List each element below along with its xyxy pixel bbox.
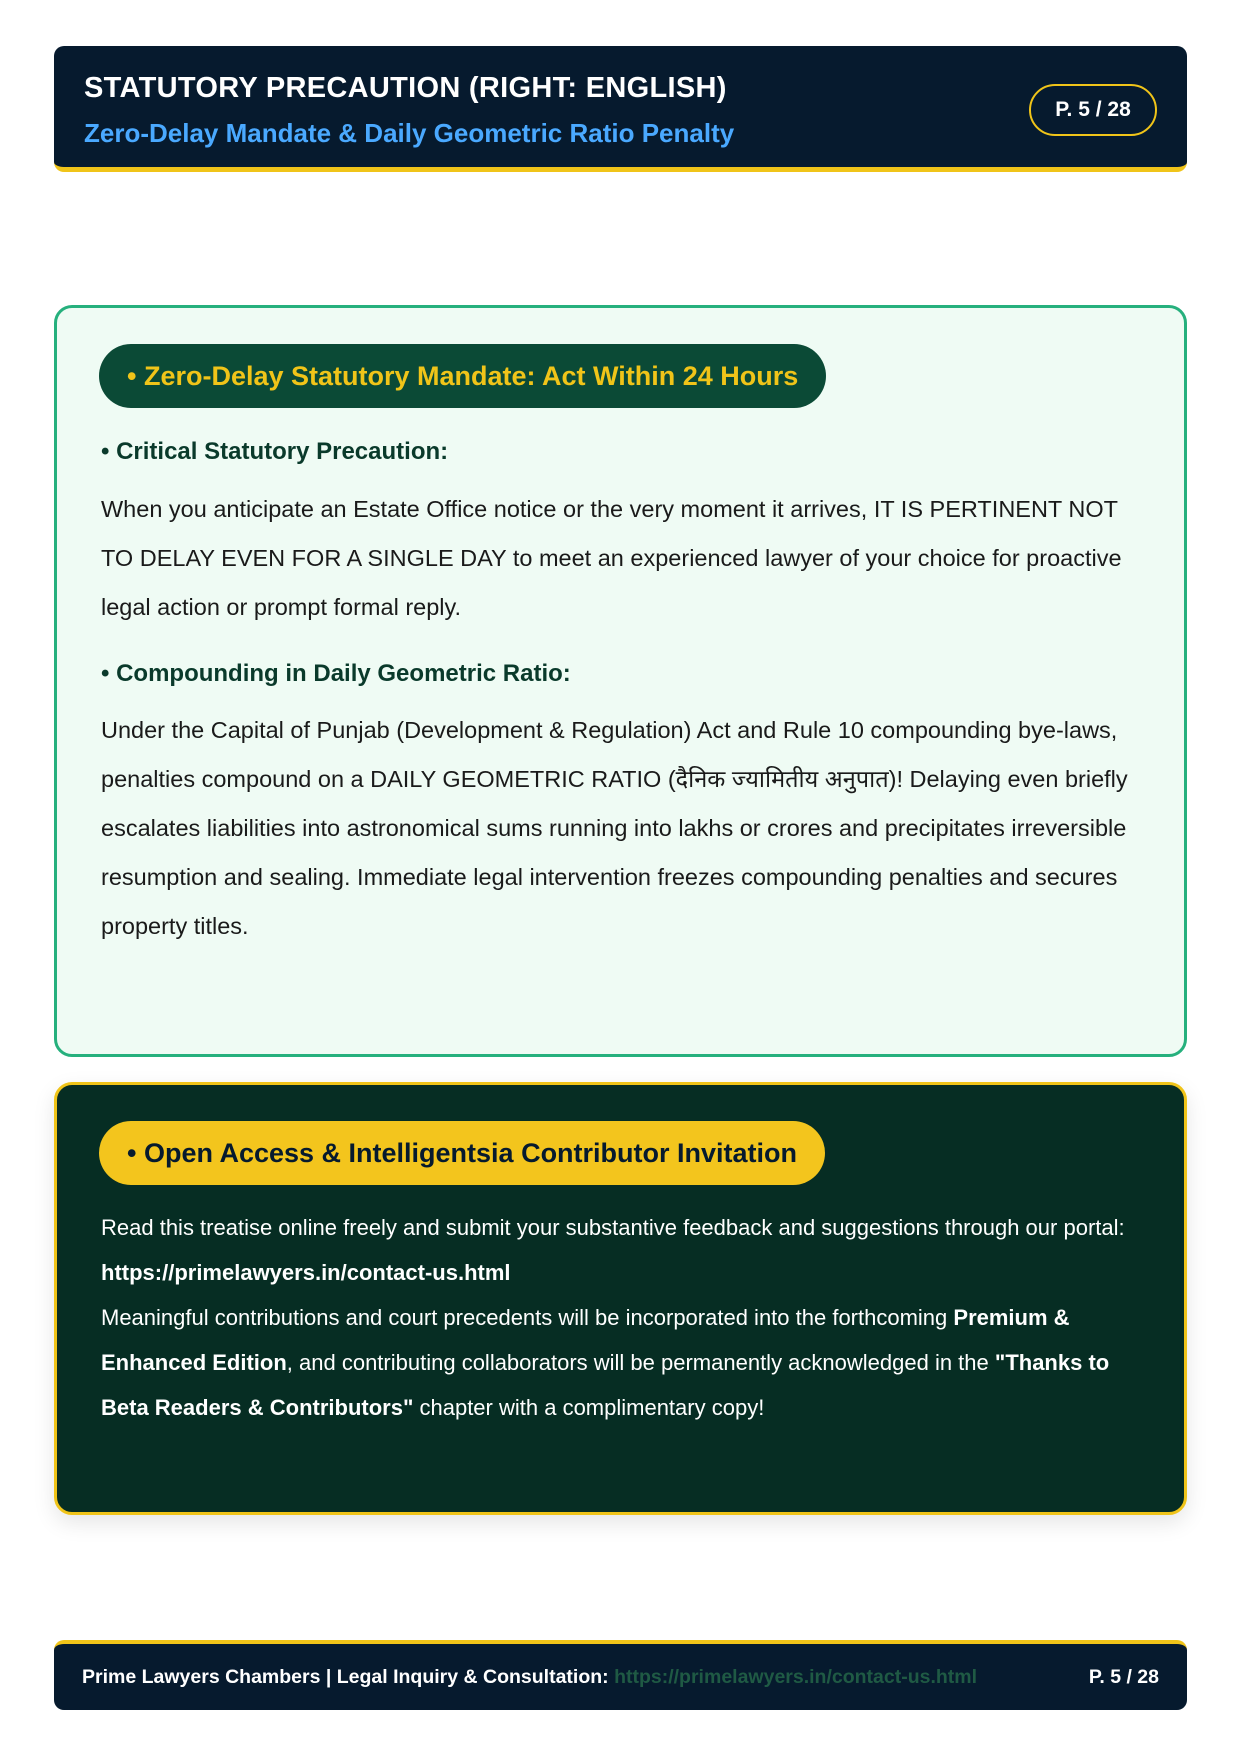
- footer-text: [82, 1644, 977, 1710]
- invite-pill-heading: • Open Access & Intelligentsia Contributor Invitation: [99, 1121, 825, 1185]
- geometric-ratio-paragraph: Under the Capital of Punjab (Development & Regulation) Act and Rule 10 compounding bye-laws, penalties compound on a DAILY GEOMETRIC RATIO (दैनिक ज्यामितीय अनुपात)! Delaying even briefly escalates liabilities into astronomical sums running into lakhs or crores and precipitates irreversible resumption and sealing. Immediate legal intervention freezes compounding penalties and secures property titles.: [101, 717, 1128, 939]
- invite-card: [54, 1082, 1187, 1515]
- footer-link[interactable]: https://primelawyers.in/contact-us.html: [614, 1666, 978, 1688]
- invite-text-3: , and contributing collaborators will be permanently acknowledged in the: [286, 1350, 995, 1375]
- invite-text-4: chapter with a complimentary copy!: [413, 1395, 765, 1420]
- invite-text-1: Read this treatise online freely and submit your substantive feedback and suggestions through our portal:: [101, 1215, 1125, 1240]
- page-title: STATUTORY PRECAUTION (RIGHT: ENGLISH): [84, 72, 727, 104]
- critical-precaution-paragraph: When you anticipate an Estate Office notice or the very moment it arrives, IT IS PERTINENT NOT TO DELAY EVEN FOR A SINGLE DAY to meet an experienced lawyer of your choice for proactive legal action or prompt formal reply.: [101, 496, 1122, 620]
- thanks-chapter-text: "Thanks to Beta Readers & Contributors": [101, 1350, 1110, 1420]
- portal-link[interactable]: https://primelawyers.in/contact-us.html: [101, 1260, 511, 1285]
- page-footer: [54, 1640, 1187, 1710]
- footer-page-number: P. 5 / 28: [1088, 1666, 1159, 1688]
- footer-label: Prime Lawyers Chambers | Legal Inquiry & Consultation:: [82, 1666, 615, 1688]
- invite-paragraph: [101, 1205, 1151, 1430]
- page-number-badge: P. 5 / 28: [1029, 84, 1157, 136]
- page-subtitle: Zero-Delay Mandate & Daily Geometric Ratio Penalty: [84, 118, 735, 148]
- mandate-card: [54, 305, 1187, 1057]
- critical-precaution-heading: • Critical Statutory Precaution:: [101, 438, 449, 465]
- geometric-ratio-heading: • Compounding in Daily Geometric Ratio:: [101, 660, 571, 687]
- premium-edition-text: Premium & Enhanced Edition: [101, 1305, 1070, 1375]
- page-header: [54, 46, 1187, 172]
- invite-text-2: Meaningful contributions and court precedents will be incorporated into the forthcoming: [101, 1305, 954, 1330]
- mandate-pill-heading: • Zero-Delay Statutory Mandate: Act Within 24 Hours: [99, 344, 826, 408]
